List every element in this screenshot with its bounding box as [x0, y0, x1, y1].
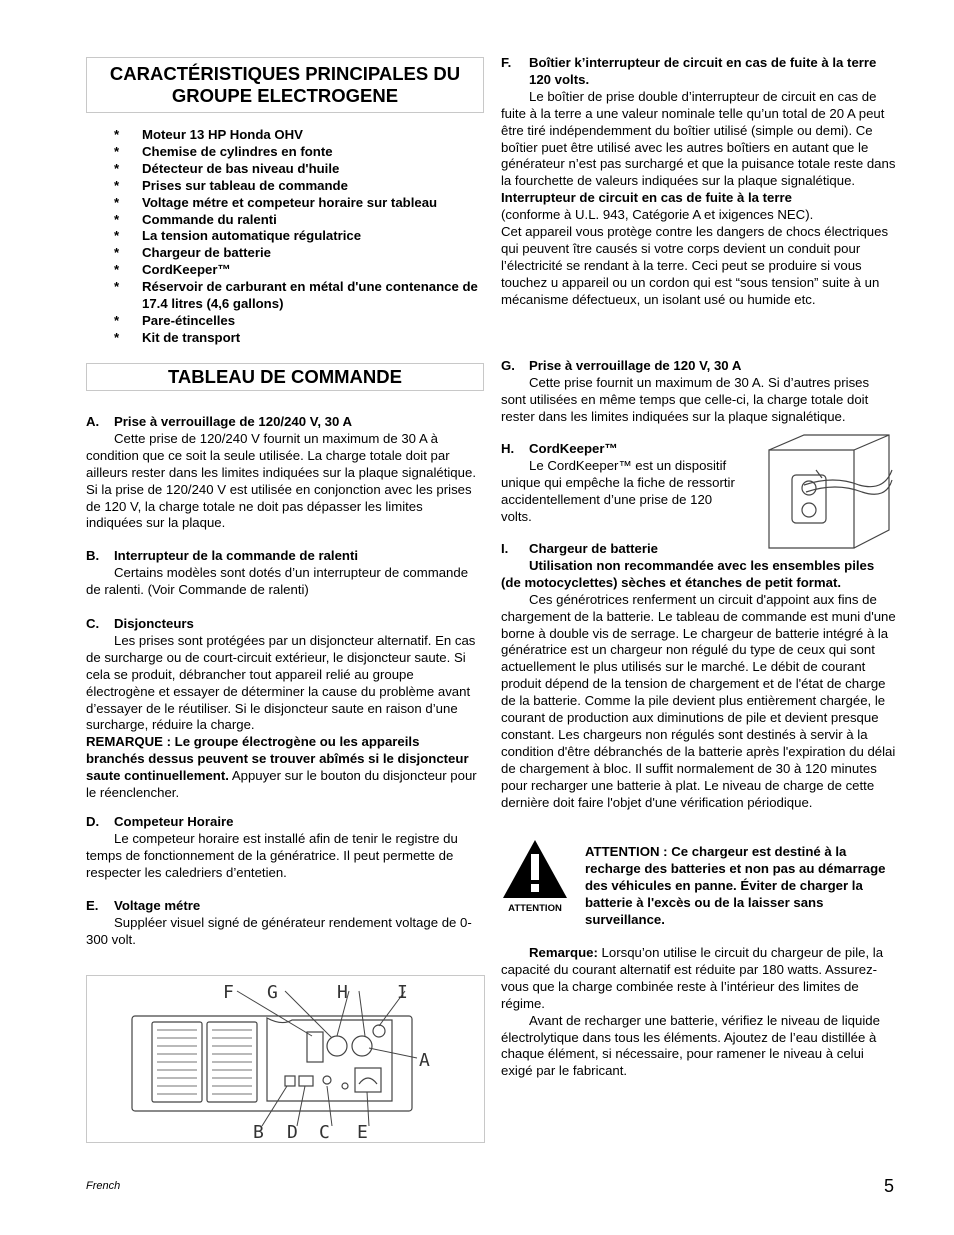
section-h-heading	[501, 441, 741, 458]
section-d-heading	[86, 814, 482, 831]
remark-paragraph	[501, 945, 897, 1013]
section-f-title: Boîtier k’interrupteur de circuit en cas de fuite à la terre 120 volts.	[529, 55, 877, 87]
feature-item	[114, 127, 484, 144]
features-title-line2: GROUPE ELECTROGENE	[171, 85, 399, 106]
section-c-title: Disjoncteurs	[114, 616, 194, 631]
section-i-letter: I.	[501, 541, 509, 556]
section-a-body: Cette prise de 120/240 V fournit un maximum de 30 A à condition que ce soit la seule utilisée. La charge totale doit par ailleurs rester dans les limites indiquées sur la plaque signalétique. Si la prise de 120/240 V est utilisée en conjonction avec les prises de 120 V, la charge totale ne doit pas dépasser les limites indiquées sur la plaque.	[86, 430, 476, 531]
section-b-body: Certains modèles sont dotés d’un interrupteur de commande de ralenti. (Voir Commande de ralenti)	[86, 564, 469, 597]
remark-text: Lorsqu’on utilise le circuit du chargeur de pile, la capacité du courant alternatif est réduite par 180 watts. Assurez-vous que la charge combinée reste à l’intérieur des limites de régime.	[501, 945, 884, 1011]
bullet-star: *	[114, 194, 120, 210]
section-e-body: Suppléer visuel signé de générateur rendement voltage de 0-300 volt.	[86, 914, 472, 947]
control-panel-figure	[86, 975, 485, 1143]
section-g-title: Prise à verrouillage de 120 V, 30 A	[529, 358, 742, 373]
feature-item	[114, 330, 484, 347]
gfci-compliance: (conforme à U.L. 943, Catégorie A et ixigences NEC).	[501, 207, 814, 223]
section-g	[501, 358, 897, 426]
section-i-title: Chargeur de batterie	[529, 541, 658, 556]
section-b	[86, 548, 478, 599]
section-f-heading	[501, 55, 897, 89]
figure-label-b: B	[253, 1122, 264, 1142]
page-number: 5	[884, 1176, 895, 1196]
section-c-body: Les prises sont protégées par un disjoncteur alternatif. En cas de surcharge ou de court-circuit extérieur, le disjoncteur saute. Si cela se produit, débrancher tout appareil relié au groupe électrogène et essayer de déterminer la cause du problème avant d’essayer de le réutiliser. Si le disjoncteur saute en raison d’une surcharge, réduire la charge.	[86, 632, 476, 733]
attention-label: ATTENTION	[508, 902, 562, 914]
battery-check-paragraph: Avant de recharger une batterie, vérifiez le niveau de liquide électrolytique dans tous les éléments. Ajoutez de l’eau distillée à chaque élément, si nécessaire, pour ramener le niveau à celui exigé par le fabricant.	[501, 1012, 880, 1079]
attention-text: ATTENTION : Ce chargeur est destiné à la recharge des batteries et non pas au démarrage des véhicules en panne. Éviter de charger la batterie à l'excès ou de la laisser sans surveillance.	[585, 844, 886, 927]
section-h	[501, 441, 741, 526]
features-title-box	[86, 57, 484, 113]
section-f	[501, 55, 897, 309]
feature-text: Chargeur de batterie	[142, 245, 271, 261]
section-f-letter: F.	[501, 55, 512, 70]
attention-icon	[501, 838, 569, 914]
features-title-line1: CARACTÉRISTIQUES PRINCIPALES DU	[109, 63, 461, 84]
section-a-title: Prise à verrouillage de 120/240 V, 30 A	[114, 414, 353, 429]
feature-text: Réservoir de carburant en métal d'une contenance de 17.4 litres (4,6 gallons)	[142, 279, 478, 312]
figure-label-h: H	[337, 982, 348, 1003]
attention-block	[501, 838, 897, 930]
warning-triangle-icon	[501, 838, 569, 900]
feature-text: Pare-étincelles	[142, 312, 236, 328]
section-e-letter: E.	[86, 898, 99, 913]
bullet-star: *	[114, 329, 120, 345]
section-e-heading	[86, 898, 482, 915]
bullet-star: *	[114, 143, 120, 159]
features-list	[114, 127, 484, 347]
section-d-body: Le competeur horaire est installé afin de tenir le registre du temps de fonctionnement de la génératrice. Il peut permette de respecter les caledriers d’entetien.	[86, 830, 458, 880]
cordkeeper-illustration	[764, 430, 894, 550]
control-panel-title: TABLEAU DE COMMANDE	[168, 366, 402, 387]
bullet-star: *	[114, 177, 120, 193]
feature-item	[114, 212, 484, 229]
feature-item	[114, 178, 484, 195]
section-h-letter: H.	[501, 441, 515, 456]
figure-label-f: F	[223, 982, 234, 1003]
section-c-remark-bold: REMARQUE : Le groupe électrogène ou les appareils branchés dessus peuvent se trouver abîmés si le disjoncteur saute continuellement.	[86, 734, 469, 784]
bullet-star: *	[114, 312, 120, 328]
feature-item	[114, 228, 484, 245]
section-c-letter: C.	[86, 616, 100, 631]
bullet-star: *	[114, 160, 120, 176]
feature-text: Détecteur de bas niveau d'huile	[142, 160, 340, 176]
figure-label-a: A	[419, 1050, 430, 1071]
section-b-title: Interrupteur de la commande de ralenti	[114, 548, 359, 563]
bullet-star: *	[114, 228, 120, 244]
feature-text: CordKeeper™	[142, 262, 231, 278]
feature-item	[114, 144, 484, 161]
control-panel-drawing	[87, 976, 484, 1142]
section-c-heading	[86, 616, 480, 633]
section-g-letter: G.	[501, 358, 515, 373]
bullet-star: *	[114, 279, 120, 295]
feature-item	[114, 195, 484, 212]
section-b-heading	[86, 548, 478, 565]
section-f-body: Le boîtier de prise double d’interrupteur de circuit en cas de fuite à la terre a une valeur nominale telle qu’un total de 20 A peut être tiré indépendemment du boîtier utilisé (simple ou demi). Ce boîtier puet être utilisé avec les autres boîtiers en autant que le générateur n’est pas surchargé et que la puisance totale reste dans la fourchette de valeurs indiquées sur la plaque signalétique.	[501, 88, 896, 189]
feature-item	[114, 161, 484, 178]
feature-text: Commande du ralenti	[142, 211, 277, 227]
feature-text: Kit de transport	[142, 329, 241, 345]
bullet-star: *	[114, 262, 120, 278]
figure-label-d: D	[287, 1122, 298, 1142]
section-i-warning: Utilisation non recommandée avec les ensembles piles (de motocyclettes) sèches et étanches de petit format.	[501, 557, 875, 590]
section-a-letter: A.	[86, 414, 100, 429]
feature-text: La tension automatique régulatrice	[142, 228, 362, 244]
figure-label-e: E	[357, 1122, 368, 1142]
section-i-body: Ces générotrices renferment un circuit d'appoint aux fins de chargement de la batterie. Le tableau de commande est muni d'une borne à double vis de serrage. Le chargeur de batterie intégré à la génératrice est un chargeur non régulé du type de ceux qui sont actuellement le plus utilisés sur le marché. Le débit de courant produit dépend de la tension de chargement et de l'état de charge de la batterie. Comme la pile devient plus entièrement chargée, le courant de production aux diminutions de pile et devient presque constant. Les chargeurs non régulés sont destinés à servir à la condition d'être débranchés de la batterie après l'expiration du délai de chargement à bloc. Il suffit normalement de 30 à 120 minutes pour recharger une batterie à plat. Le niveau de charge de cette dernière doit faire l'objet d'une vérification périodique.	[501, 591, 896, 810]
section-c	[86, 616, 480, 802]
section-c-remark	[86, 734, 480, 802]
feature-text: Voltage métre et competeur horaire sur tableau	[142, 194, 438, 210]
section-c-remark-rest: Appuyer sur le bouton du disjoncteur pour le réenclencher.	[86, 768, 477, 801]
gfci-heading: Interrupteur de circuit en cas de fuite à la terre	[501, 190, 792, 206]
section-b-letter: B.	[86, 548, 100, 563]
section-g-body: Cette prise fournit un maximum de 30 A. Si d’autres prises sont utilisées en même temps que celle-ci, la charge totale doit rester dans les limites indiquées sur la plaque signalétique.	[501, 374, 870, 424]
section-a	[86, 414, 478, 532]
feature-text: Chemise de cylindres en fonte	[142, 143, 333, 159]
section-a-heading	[86, 414, 478, 431]
figure-label-g: G	[267, 982, 278, 1003]
section-e	[86, 898, 482, 949]
section-d-title: Competeur Horaire	[114, 814, 234, 829]
remark-block	[501, 945, 897, 1080]
section-d-letter: D.	[86, 814, 100, 829]
feature-item	[114, 245, 484, 262]
feature-text: Moteur 13 HP Honda OHV	[142, 127, 303, 142]
gfci-body: Cet appareil vous protège contre les dangers de chocs électriques qui peuvent ître causés si votre corps devient un conduit pour l’électricité se rendant à la terre. Ceci peut se produire si vous touchez u appareil ou un cordon qui est “sous tension” suite à un mécanisme défectueux, un isolant usé ou humide etc.	[501, 224, 889, 307]
figure-label-c: C	[319, 1122, 330, 1142]
section-h-title: CordKeeper™	[529, 441, 618, 456]
figure-label-i: I	[397, 982, 408, 1003]
feature-item	[114, 313, 484, 330]
section-i	[501, 541, 897, 812]
bullet-star: *	[114, 211, 120, 227]
section-e-title: Voltage métre	[114, 898, 201, 913]
section-g-heading	[501, 358, 897, 375]
feature-item	[114, 279, 484, 313]
section-h-body: Le CordKeeper™ est un dispositif unique qui empêche la fiche de ressortir accidentellement d’une prise de 120 volts.	[501, 457, 735, 524]
feature-text: Prises sur tableau de commande	[142, 177, 348, 193]
feature-item	[114, 262, 484, 279]
bullet-star: *	[114, 245, 120, 261]
section-d	[86, 814, 482, 882]
bullet-star: *	[114, 127, 120, 142]
footer-language: French	[86, 1180, 121, 1192]
section-i-heading	[501, 541, 897, 558]
control-title-box	[86, 363, 484, 391]
remark-label: Remarque:	[529, 945, 598, 960]
